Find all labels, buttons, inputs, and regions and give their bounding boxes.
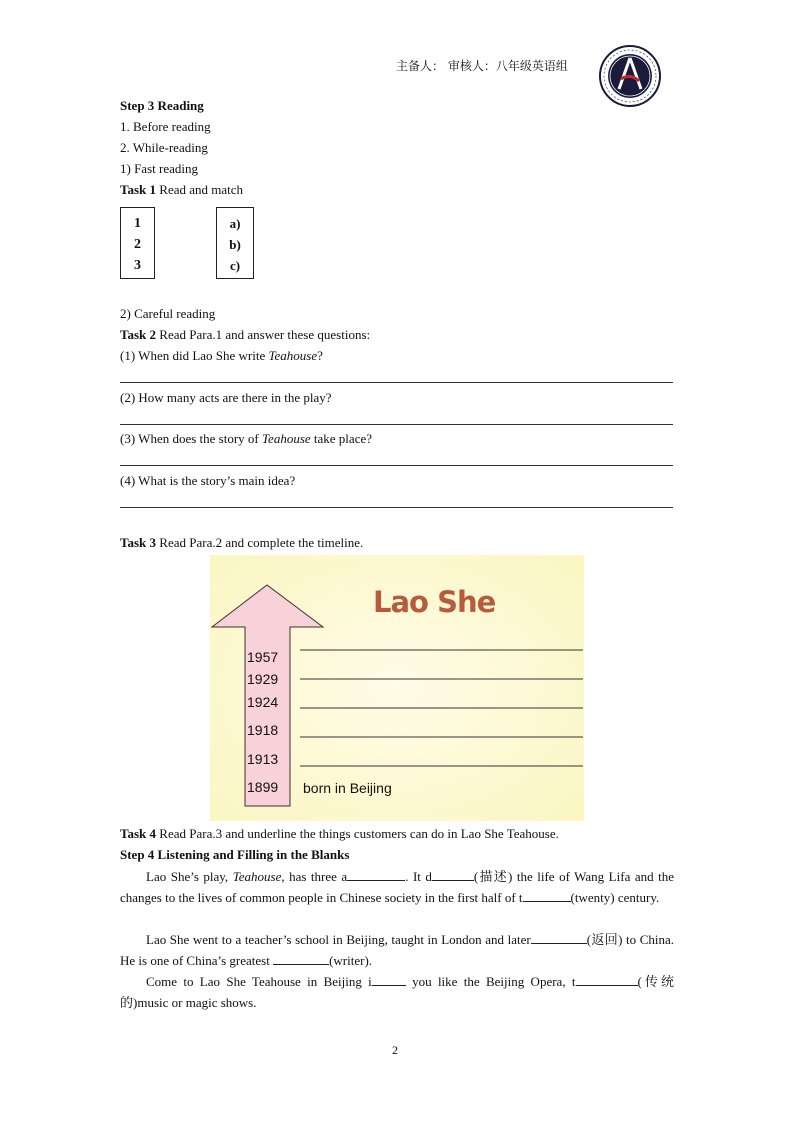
task4-text: Read Para.3 and underline the things customers can do in Lao She Teahouse. <box>156 826 559 841</box>
question-3 <box>120 431 372 447</box>
careful-reading: 2) Careful reading <box>120 306 216 321</box>
timeline-year: 1918 <box>247 722 279 738</box>
task2-label: Task 2 <box>120 327 157 342</box>
task1-label: Task 1 <box>120 182 157 197</box>
timeline-title: Lao She <box>373 585 496 619</box>
match-right-item: c) <box>229 258 241 273</box>
step3-title: Step 3 Reading <box>120 98 204 113</box>
para-text: (twenty) century. <box>570 890 660 905</box>
answer-line[interactable] <box>120 382 673 383</box>
question-text: (3) When does the story of <box>120 431 263 446</box>
answer-line[interactable] <box>120 507 673 508</box>
fill-blank[interactable] <box>273 952 329 965</box>
step4-paragraph-3 <box>120 971 674 1013</box>
question-2 <box>120 390 332 406</box>
match-left-item: 2 <box>134 237 141 252</box>
task1-line <box>120 182 243 198</box>
fast-reading: 1) Fast reading <box>120 161 198 176</box>
task4-line <box>120 826 559 842</box>
step4-title: Step 4 Listening and Filling in the Blanks <box>120 847 350 862</box>
task4-label: Task 4 <box>120 826 157 841</box>
task2-line <box>120 327 370 343</box>
para-text: (传统的)music or magic shows. <box>120 974 674 1010</box>
question-text: (4) What is the story’s main idea? <box>120 473 296 488</box>
match-right-item: a) <box>229 216 241 231</box>
para-text: Come to Lao She Teahouse in Beijing i <box>146 974 372 989</box>
timeline-year: 1913 <box>247 751 279 767</box>
para-text: (writer). <box>329 953 373 968</box>
answer-line[interactable] <box>120 424 673 425</box>
para-text: you like the Beijing Opera, t <box>405 974 576 989</box>
task3-text: Read Para.2 and complete the timeline. <box>156 535 364 550</box>
question-4 <box>120 473 295 489</box>
fill-blank[interactable] <box>531 931 587 944</box>
question-text: take place? <box>310 431 372 446</box>
fill-blank[interactable] <box>432 868 474 881</box>
timeline-born-text: born in Beijing <box>303 780 392 796</box>
before-reading: 1. Before reading <box>120 119 211 134</box>
para-italic: Teahouse <box>232 869 282 884</box>
para-text: Lao She went to a teacher’s school in Beijing, taught in London and later <box>146 932 531 947</box>
para-text: . It d <box>405 869 432 884</box>
question-italic: Teahouse <box>268 348 318 363</box>
para-text: (返回) to China. He is one of China’s greatest <box>120 932 674 968</box>
step4-paragraph-2 <box>120 929 674 971</box>
page-number: 2 <box>392 1043 398 1057</box>
match-right-box <box>216 207 254 279</box>
answer-line[interactable] <box>120 465 673 466</box>
task2-text: Read Para.1 and answer these questions: <box>156 327 371 342</box>
para-text: (描述) the life of Wang Lifa and the changes to the lives of common people in Chinese society in the first half of t <box>120 869 675 905</box>
question-text: (2) How many acts are there in the play? <box>120 390 332 405</box>
timeline-year: 1929 <box>247 671 279 687</box>
task3-label: Task 3 <box>120 535 157 550</box>
question-1 <box>120 348 323 364</box>
match-left-item: 1 <box>134 216 141 231</box>
para-text: Lao She’s play, <box>146 869 233 884</box>
timeline-year: 1957 <box>247 649 279 665</box>
timeline-year: 1899 <box>247 779 279 795</box>
fill-blank[interactable] <box>347 868 405 881</box>
match-left-box <box>120 207 155 279</box>
question-text: ? <box>317 348 323 363</box>
fill-blank[interactable] <box>523 889 571 902</box>
timeline-figure <box>210 555 584 821</box>
fill-blank[interactable] <box>576 973 638 986</box>
fill-blank[interactable] <box>372 973 406 986</box>
match-right-item: b) <box>229 237 241 252</box>
while-reading: 2. While-reading <box>120 140 208 155</box>
step4-paragraph-1 <box>120 866 674 908</box>
header-authors: 主备人： 审核人：八年级英语组 <box>396 59 568 73</box>
timeline-year: 1924 <box>247 694 279 710</box>
question-italic: Teahouse <box>262 431 311 446</box>
task3-line <box>120 535 363 551</box>
match-left-item: 3 <box>134 258 141 273</box>
school-seal-icon <box>599 45 661 107</box>
question-text: (1) When did Lao She write <box>120 348 269 363</box>
task1-text: Read and match <box>156 182 244 197</box>
para-text: , has three a <box>281 869 348 884</box>
